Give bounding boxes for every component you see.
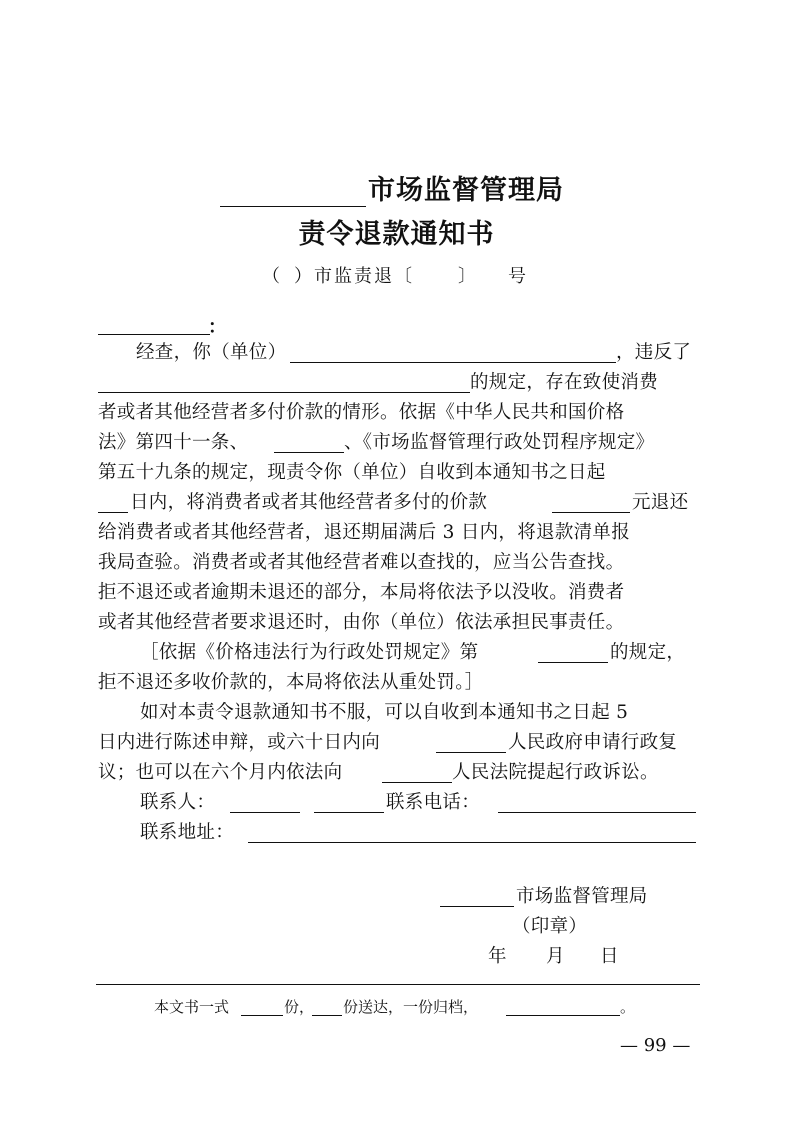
signing-agency-blank[interactable] — [440, 906, 514, 907]
article-blank[interactable] — [538, 662, 608, 663]
body-p1-line4-b: 、《市场监督管理行政处罚程序规定》 — [344, 432, 655, 453]
date-day: 日 — [600, 946, 619, 967]
signing-agency-suffix: 市场监督管理局 — [516, 886, 648, 907]
body-p2-line1-b: 的规定， — [610, 642, 686, 663]
doc-number-suffix: 号 — [508, 266, 528, 287]
body-p3-line3-a: 议；也可以在六个月内依法向 — [98, 762, 343, 783]
body-p1-line4-a: 法》第四十一条、 — [98, 432, 249, 453]
doc-number-middle: ）市监责退〔 — [294, 266, 414, 287]
amount-blank[interactable] — [552, 512, 630, 513]
body-p1-line5: 第五十九条的规定，现责令你（单位）自收到本通知书之日起 — [98, 462, 606, 483]
body-p1-line3: 者或者其他经营者多付价款的情形。依据《中华人民共和国价格 — [98, 402, 625, 423]
court-blank[interactable] — [382, 782, 452, 783]
document-title: 责令退款通知书 — [298, 219, 495, 250]
government-blank[interactable] — [436, 752, 506, 753]
body-p2-line2: 拒不退还多收价款的，本局将依法从重处罚。］ — [98, 672, 484, 693]
body-p1-line9: 拒不退还或者逾期未退还的部分，本局将依法予以没收。消费者 — [98, 582, 625, 603]
regulation-blank[interactable] — [98, 392, 470, 393]
body-p3-line2-a: 日内进行陈述申辩，或六十日内向 — [98, 732, 381, 753]
legal-basis-blank[interactable] — [274, 452, 344, 453]
body-p2-line1-a: ［依据《价格违法行为行政处罚规定》第 — [140, 642, 479, 663]
body-p1-line1-a: 经查，你（单位） — [136, 342, 287, 363]
body-p3-line2-b: 人民政府申请行政复 — [508, 732, 678, 753]
agency-name-blank[interactable] — [220, 206, 366, 207]
body-p3-line3-b: 人民法院提起行政诉讼。 — [452, 762, 659, 783]
contact-person-label: 联系人： — [140, 792, 216, 813]
page-number: — 99 — — [620, 1035, 691, 1056]
body-p1-line2: 的规定，存在致使消费 — [470, 372, 659, 393]
days-blank[interactable] — [98, 512, 128, 513]
copies-served-blank[interactable] — [312, 1015, 342, 1016]
body-p1-line10: 或者其他经营者要求退还时，由你（单位）依法承担民事责任。 — [98, 612, 625, 633]
contact-phone-label: 联系电话： — [386, 792, 481, 813]
date-year: 年 — [488, 946, 507, 967]
footer-note-a: 本文书一式 — [154, 998, 230, 1016]
agency-name-suffix: 市场监督管理局 — [368, 175, 564, 206]
footer-note-b: 份， — [284, 998, 315, 1016]
addressee-blank[interactable] — [98, 334, 210, 335]
contact-address-label: 联系地址： — [140, 822, 235, 843]
contact-phone-blank[interactable] — [498, 812, 696, 813]
seal-note: （印章） — [512, 916, 588, 937]
body-p1-line6-b: 元退还 — [632, 492, 689, 513]
doc-number-open: （ — [262, 266, 282, 287]
body-p1-line7: 给消费者或者其他经营者，退还期届满后 3 日内，将退款清单报 — [98, 522, 631, 543]
body-p1-line1-b: ，违反了 — [616, 342, 692, 363]
date-month: 月 — [546, 946, 565, 967]
doc-number-close: 〕 — [458, 266, 478, 287]
archive-blank[interactable] — [506, 1015, 620, 1016]
body-p3-line1: 如对本责令退款通知书不服，可以自收到本通知书之日起 5 — [140, 702, 629, 723]
contact-address-blank[interactable] — [248, 842, 696, 843]
contact-person-blank-2[interactable] — [314, 812, 384, 813]
violator-name-blank[interactable] — [290, 362, 616, 363]
contact-person-blank-1[interactable] — [230, 812, 300, 813]
footer-note-d: 。 — [620, 998, 636, 1016]
copies-total-blank[interactable] — [241, 1015, 283, 1016]
addressee-colon: ： — [208, 317, 227, 338]
document-number — [262, 264, 528, 290]
footer-divider — [96, 984, 700, 985]
footer-note-c: 份送达，一份归档， — [343, 998, 479, 1016]
body-p1-line6-a: 日内，将消费者或者其他经营者多付的价款 — [130, 492, 488, 513]
body-p1-line8: 我局查验。消费者或者其他经营者难以查找的，应当公告查找。 — [98, 552, 625, 573]
